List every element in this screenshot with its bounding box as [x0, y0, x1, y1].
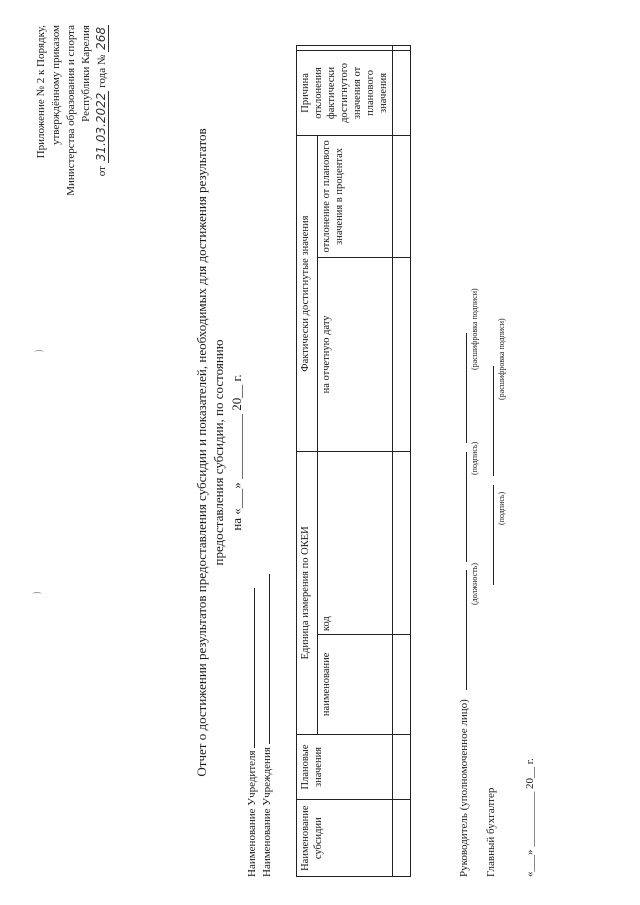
table-cell: [393, 50, 411, 135]
header-actual-reporting-date: на отчетную дату: [317, 257, 392, 451]
table-cell: [393, 800, 411, 877]
institution-row: [259, 574, 273, 877]
position-caption: (должность): [470, 563, 479, 605]
appendix-line-2: утверждённому приказом: [50, 25, 62, 146]
head-position-line: [456, 570, 467, 690]
appendix-line-4: Республики Карелия: [80, 25, 92, 122]
appendix-line-3: Министерства образования и спорта: [65, 25, 77, 196]
accountant-signature-line: [483, 485, 494, 585]
appendix-number-handwritten: 268: [94, 27, 108, 50]
header-subsidy-name: Наименование субсидии: [297, 800, 393, 877]
header-actual-deviation: отклонение от планового значения в процентах: [317, 136, 392, 258]
accountant-decode-line: [483, 366, 494, 476]
header-okei-code: код: [317, 452, 392, 635]
institution-underline: [259, 574, 270, 744]
signature-caption: (подпись): [470, 441, 479, 475]
accountant-signature-row: [483, 366, 497, 877]
institution-label: Наименование Учреждения: [261, 747, 273, 877]
head-decode-line: [456, 333, 467, 443]
table-cell: [393, 46, 411, 51]
header-deviation-reason: Причина отклонения фактически достигнутого значения от планового значения: [297, 50, 393, 135]
table-cell: [393, 136, 411, 258]
report-title-line-3: на «___» __________ 20__ г.: [229, 374, 244, 531]
table-cell: [393, 734, 411, 800]
header-actual-values: Фактически достигнутые значения: [297, 136, 318, 452]
table-row: [393, 46, 411, 877]
table-cell: [393, 257, 411, 451]
appendix-line-1: Приложение № 2 к Порядку,: [35, 25, 47, 159]
appendix-date-line: [94, 25, 110, 225]
appendix-date-prefix: от: [96, 166, 108, 177]
head-signature-row: [456, 333, 470, 877]
accountant-label: Главный бухгалтер: [485, 787, 497, 877]
accountant-signature-caption: (подпись): [497, 491, 506, 525]
head-label: Руководитель (уполномоченное лицо): [458, 699, 470, 877]
table-cell: [393, 452, 411, 635]
header-okei: Единица измерения по ОКЕИ: [297, 452, 318, 734]
founder-row: [244, 588, 258, 877]
decode-caption: (расшифровка подписи): [470, 288, 479, 370]
appendix-date-handwritten: 31.03.2022: [94, 92, 108, 162]
appendix-block: [34, 25, 110, 225]
founder-underline: [244, 588, 255, 748]
accountant-decode-caption: (расшифровка подписи): [497, 318, 506, 400]
header-planned-values: Плановые значения: [297, 734, 393, 800]
signature-date-line: «___» __________ 20__ г.: [524, 758, 536, 877]
header-extra-column: [297, 46, 393, 51]
appendix-date-suffix: года №: [96, 54, 108, 88]
table-cell: [393, 635, 411, 734]
report-title-line-2: предоставления субсидии, по состоянию: [211, 339, 226, 566]
report-table: [296, 45, 411, 877]
report-title-line-1: Отчет о достижении результатов предоставления субсидии и показателей, необходимых для достижения результатов: [194, 128, 209, 777]
header-okei-name: наименование: [317, 635, 392, 734]
head-signature-line: [456, 452, 467, 562]
founder-label: Наименование Учредителя: [246, 750, 258, 877]
